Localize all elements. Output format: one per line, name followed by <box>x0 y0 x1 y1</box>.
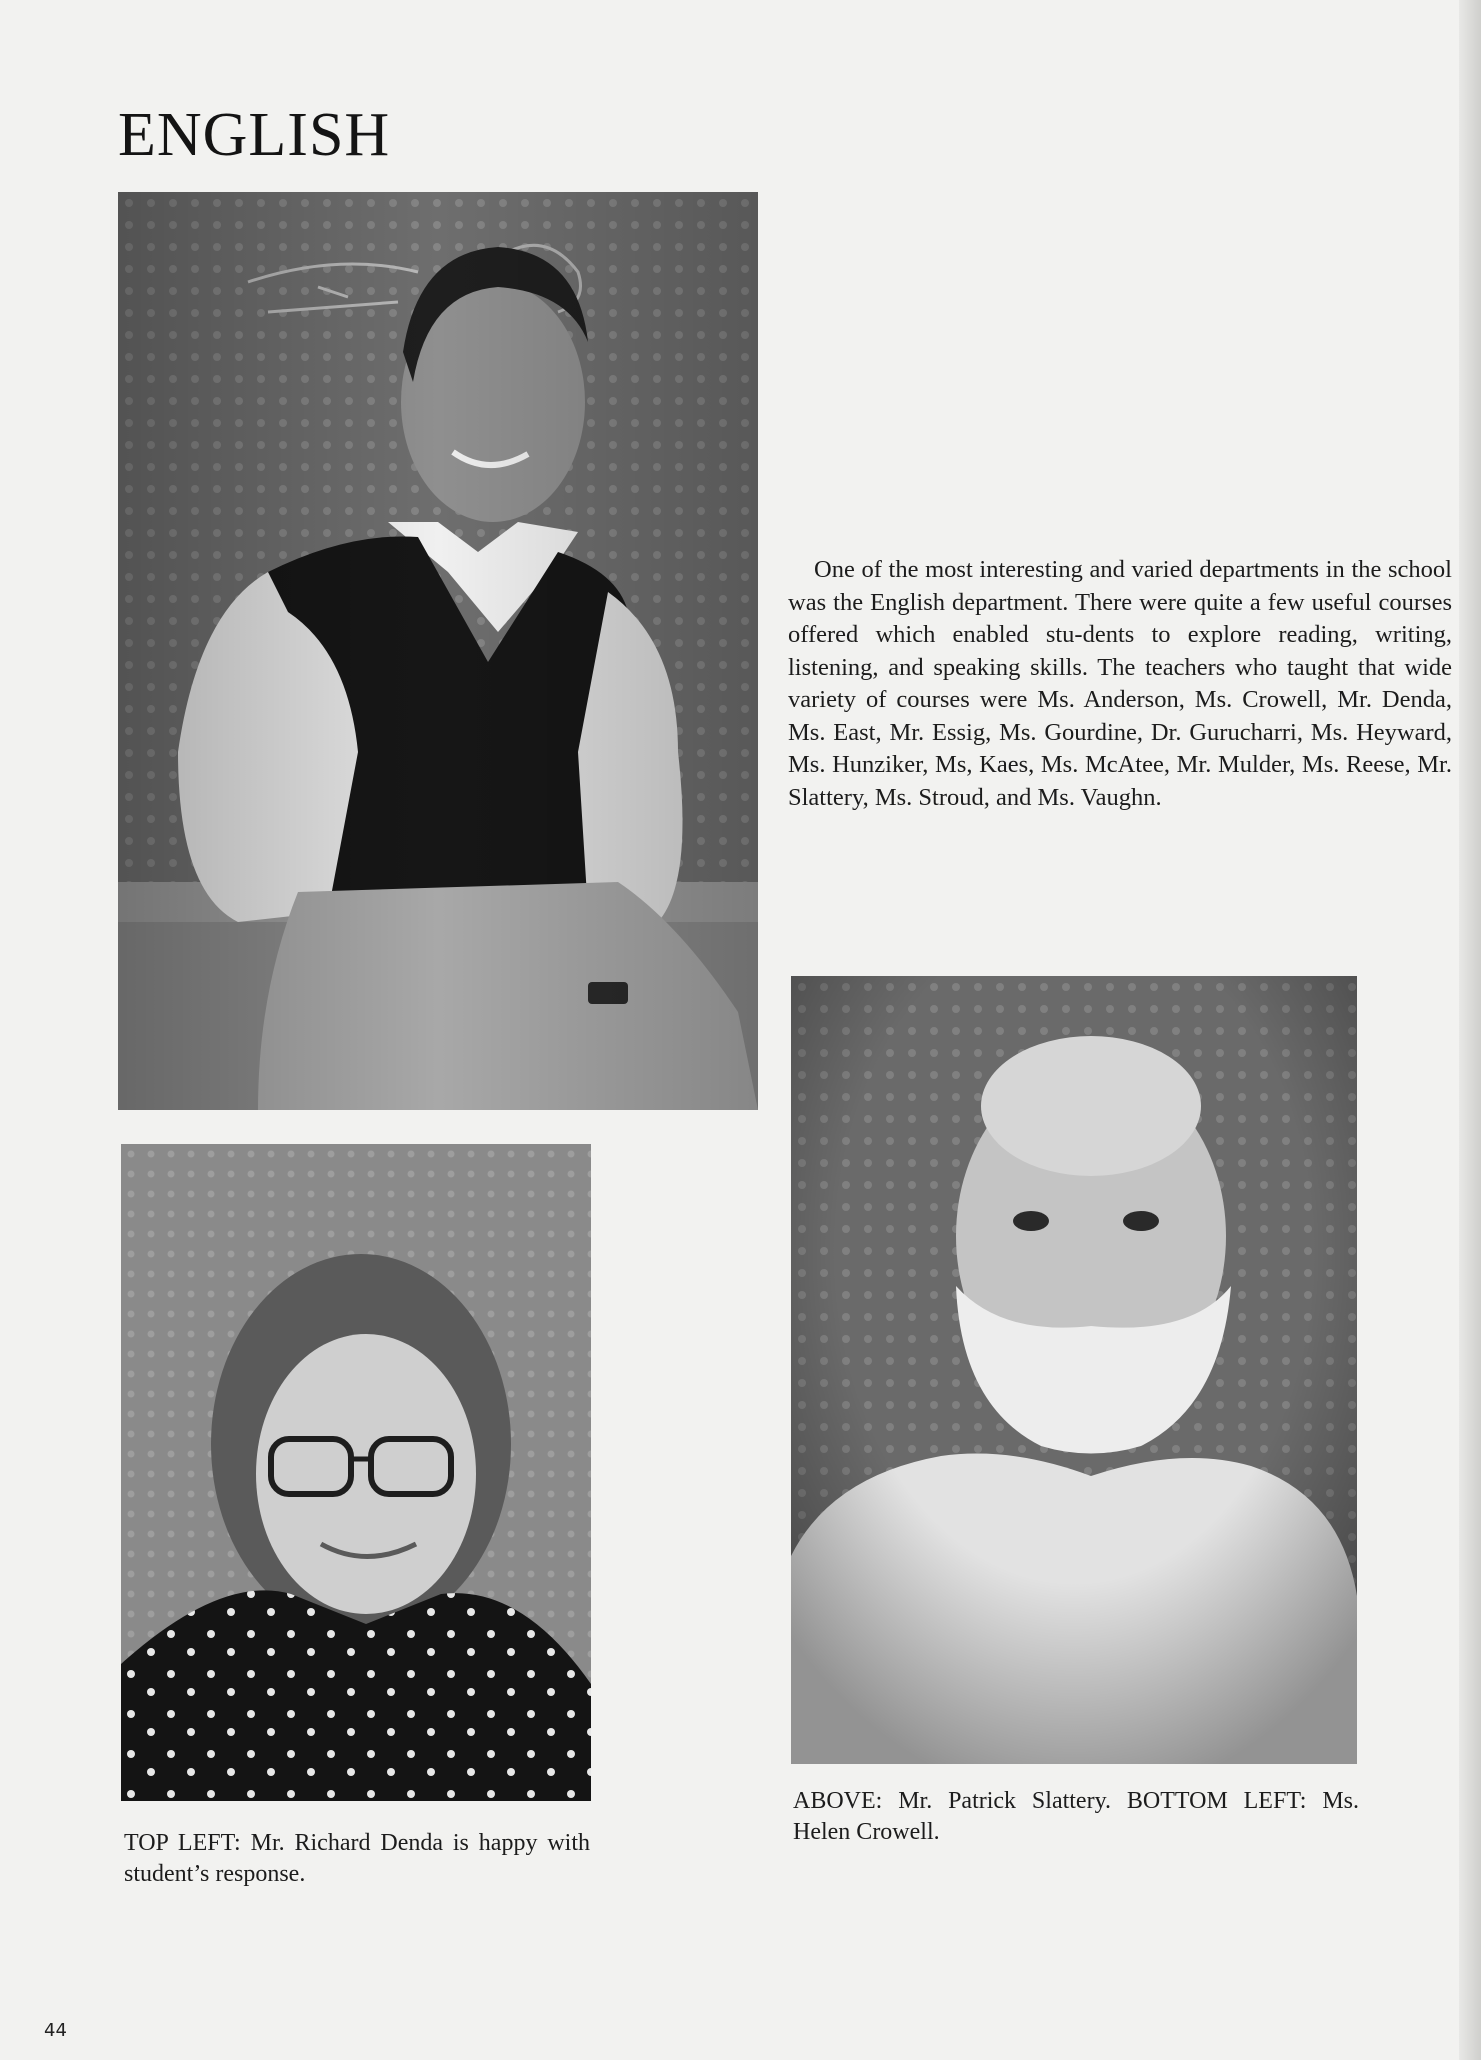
caption-top-left: TOP LEFT: Mr. Richard Denda is happy with student’s response. <box>124 1830 590 1887</box>
photo-helen-crowell <box>121 1144 591 1801</box>
photo-patrick-slattery <box>791 976 1357 1764</box>
photo-richard-denda <box>118 192 758 1110</box>
department-description: One of the most interesting and varied departments in the school was the English department. There were quite a few useful courses offered which enabled stu-dents to explore reading, writing, listening, and speaking skills. The teachers who taught that wide variety of courses were Ms. Anderson, Ms. Crowell, Mr. Denda, Ms. East, Mr. Essig, Ms. Gourdine, Dr. Gurucharri, Ms. Heyward, Ms. Hunziker, Ms, Kaes, Ms. McAtee, Mr. Mulder, Ms. Reese, Mr. Slattery, Ms. Stroud, and Ms. Vaughn. <box>788 556 1452 811</box>
caption-above-bottom-left: ABOVE: Mr. Patrick Slattery. BOTTOM LEFT: Ms. Helen Crowell. <box>793 1788 1359 1845</box>
page-number: 44 <box>44 2020 67 2041</box>
page-title: ENGLISH <box>118 101 391 169</box>
page-edge-shadow <box>1459 0 1481 2060</box>
